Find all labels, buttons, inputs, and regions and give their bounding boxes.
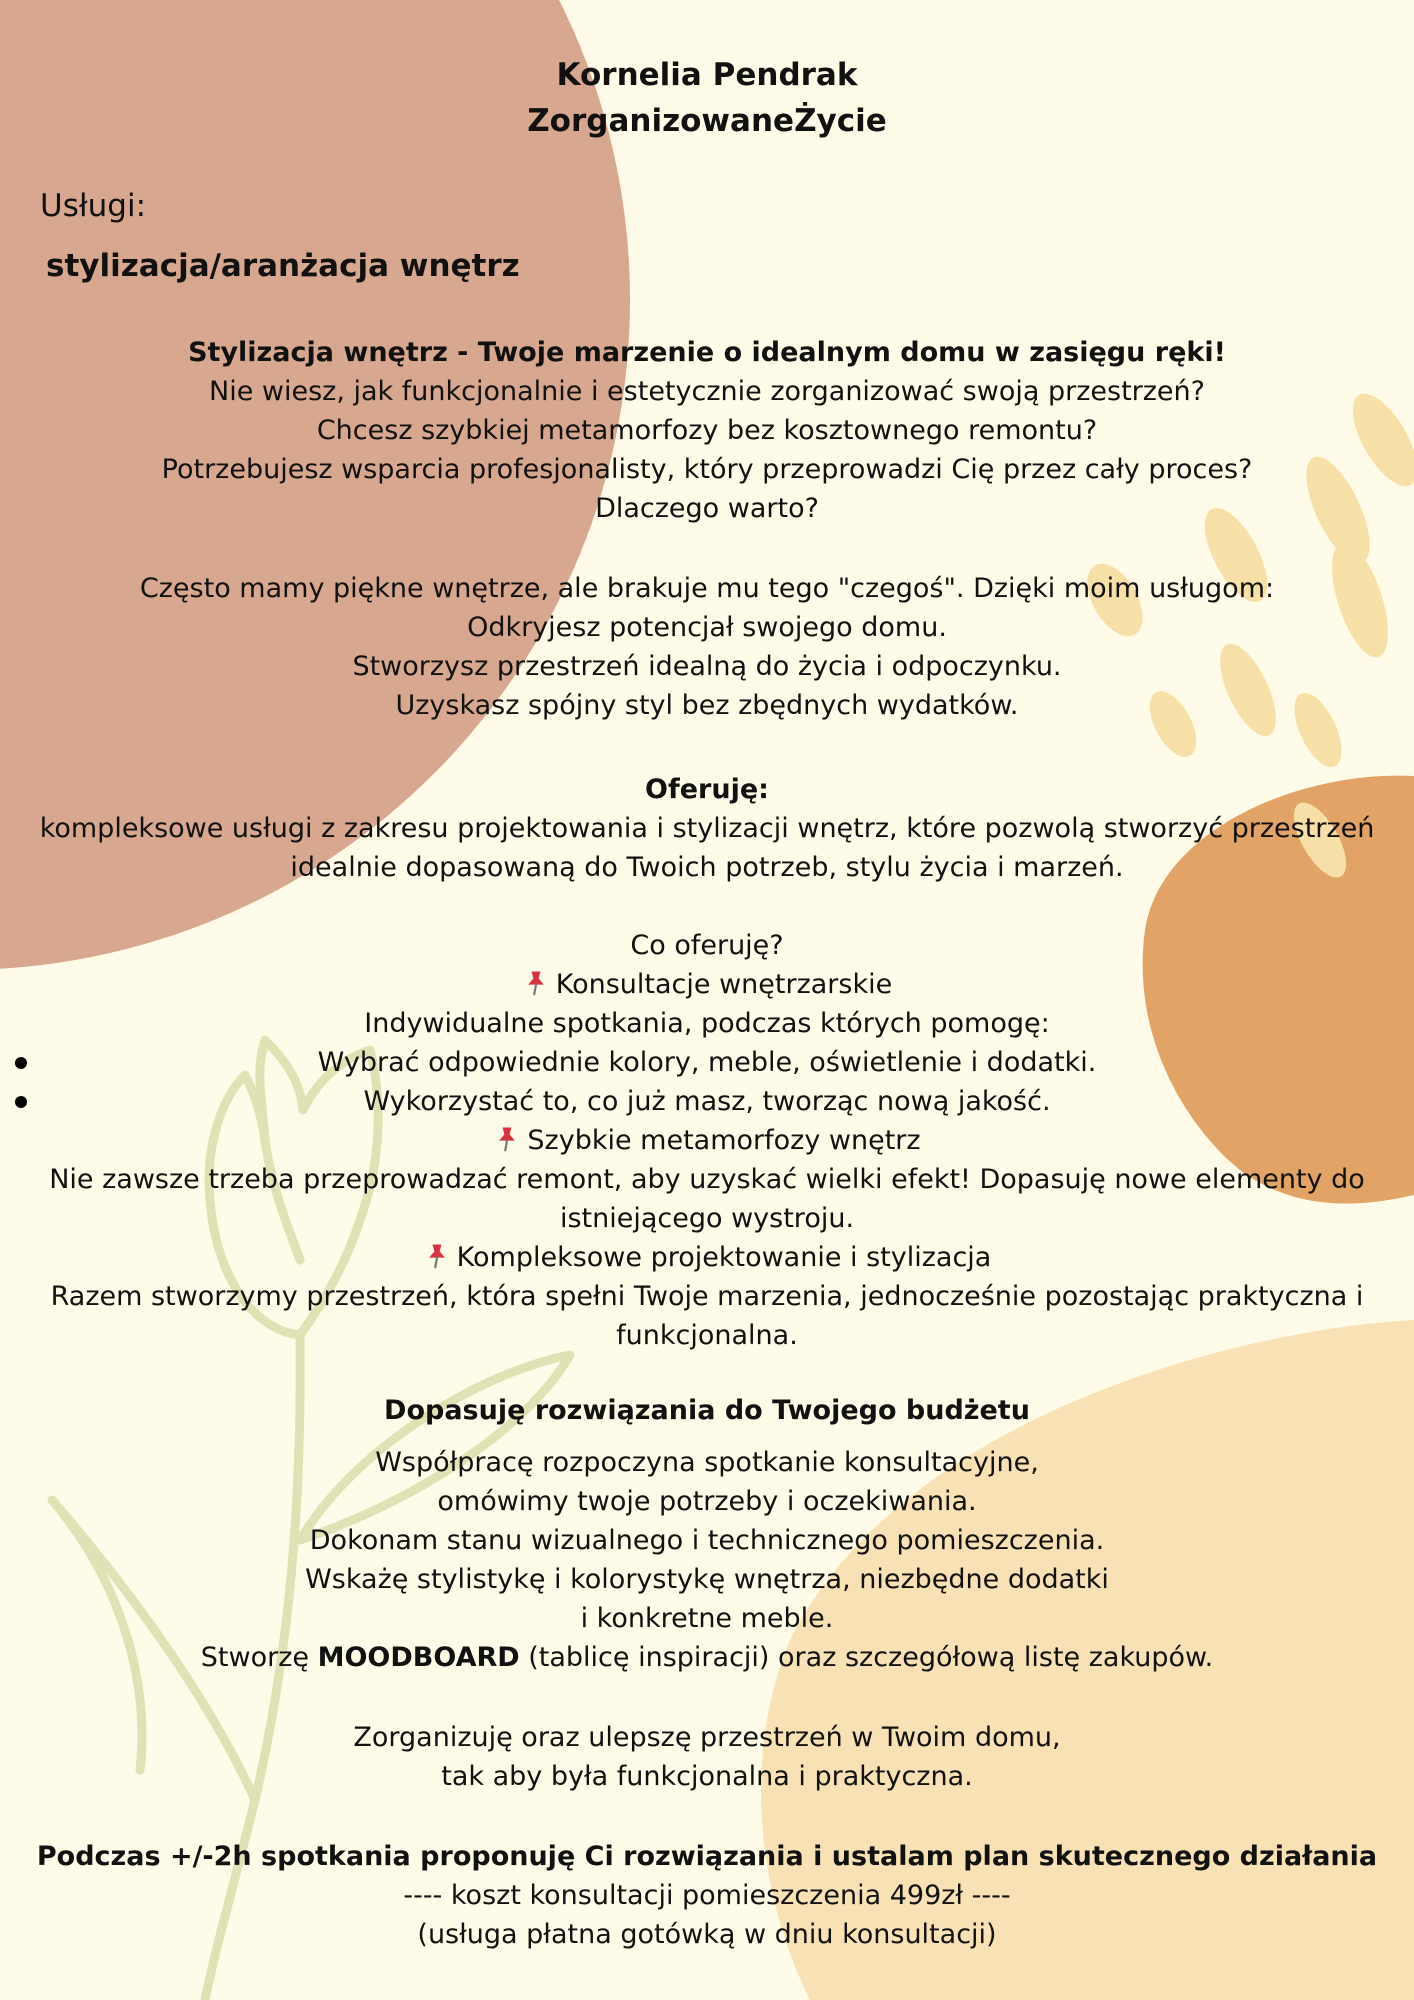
organize-line: tak aby była funkcjonalna i praktyczna. — [441, 1761, 973, 1792]
offer-bullet-item: Wykorzystać to, co już masz, tworząc nową jakość. — [363, 1086, 1051, 1117]
budget-line: Wskażę stylistykę i kolorystykę wnętrza, niezbędne dodatki — [305, 1564, 1109, 1595]
moodboard-suffix: (tablicę inspiracji) oraz szczegółową listę zakupów. — [519, 1642, 1214, 1673]
offer-heading: Oferuję: — [645, 774, 769, 805]
budget-line: omówimy twoje potrzeby i oczekiwania. — [437, 1486, 977, 1517]
offer-item-consultations — [0, 965, 1414, 1004]
offer-line: kompleksowe usługi z zakresu projektowania i stylizacji wnętrz, które pozwolą stworzyć przestrzeń — [39, 813, 1375, 844]
offer-item-title: Szybkie metamorfozy wnętrz — [527, 1125, 921, 1156]
intro-line: Dlaczego warto? — [595, 493, 819, 524]
offer-item-description: Razem stworzymy przestrzeń, która spełni Twoje marzenia, jednocześnie pozostając praktyczna i — [50, 1281, 1364, 1312]
offer-item-title: Konsultacje wnętrzarskie — [555, 969, 893, 1000]
budget-line: i konkretne meble. — [580, 1603, 834, 1634]
pushpin-icon — [522, 968, 550, 996]
offer-line: idealnie dopasowaną do Twoich potrzeb, stylu życia i marzeń. — [290, 852, 1124, 883]
offer-bullet-item: Wybrać odpowiednie kolory, meble, oświetlenie i dodatki. — [317, 1047, 1097, 1078]
benefits-line: Stworzysz przestrzeń idealną do życia i odpoczynku. — [352, 651, 1062, 682]
budget-heading: Dopasuję rozwiązania do Twojego budżetu — [384, 1395, 1030, 1426]
offer-item-description: Indywidualne spotkania, podczas których pomogę: — [364, 1008, 1050, 1039]
budget-line: Współpracę rozpoczyna spotkanie konsultacyjne, — [375, 1447, 1039, 1478]
pricing-cost: ---- koszt konsultacji pomieszczenia 499zł ---- — [403, 1880, 1011, 1911]
intro-line: Chcesz szybkiej metamorfozy bez kosztownego remontu? — [316, 415, 1098, 446]
moodboard-line — [0, 1638, 1414, 1677]
intro-headline: Stylizacja wnętrz - Twoje marzenie o idealnym domu w zasięgu ręki! — [188, 337, 1226, 368]
pricing-headline: Podczas +/-2h spotkania proponuję Ci rozwiązania i ustalam plan skutecznego działania — [36, 1841, 1378, 1872]
offer-question: Co oferuję? — [630, 930, 784, 961]
offer-item-design — [0, 1238, 1414, 1277]
intro-line: Potrzebujesz wsparcia profesjonalisty, który przeprowadzi Cię przez cały proces? — [161, 454, 1253, 485]
pushpin-icon — [423, 1241, 451, 1269]
offer-item-description: funkcjonalna. — [616, 1320, 798, 1351]
intro-line: Nie wiesz, jak funkcjonalnie i estetycznie zorganizować swoją przestrzeń? — [209, 376, 1205, 407]
benefits-line: Często mamy piękne wnętrze, ale brakuje mu tego "czegoś". Dzięki moim usługom: — [139, 573, 1275, 604]
author-name: Kornelia Pendrak — [556, 57, 858, 93]
offer-item-metamorphosis — [0, 1121, 1414, 1160]
moodboard-bold: MOODBOARD — [317, 1642, 520, 1673]
offer-item-title: Kompleksowe projektowanie i stylizacja — [456, 1242, 992, 1273]
offer-item-description: Nie zawsze trzeba przeprowadzać remont, aby uzyskać wielki efekt! Dopasuję nowe elementy do — [49, 1164, 1365, 1195]
offer-item-description: istniejącego wystroju. — [559, 1203, 855, 1234]
brand-name: ZorganizowaneŻycie — [527, 103, 887, 139]
pushpin-icon — [493, 1124, 521, 1152]
benefits-line: Uzyskasz spójny styl bez zbędnych wydatków. — [395, 690, 1019, 721]
services-label: Usługi: — [40, 188, 147, 224]
moodboard-prefix: Stworzę — [200, 1642, 318, 1673]
service-name: stylizacja/aranżacja wnętrz — [46, 248, 520, 284]
budget-line: Dokonam stanu wizualnego i technicznego pomieszczenia. — [309, 1525, 1105, 1556]
organize-line: Zorganizuję oraz ulepszę przestrzeń w Twoim domu, — [353, 1722, 1061, 1753]
benefits-line: Odkryjesz potencjał swojego domu. — [467, 612, 947, 643]
pricing-payment: (usługa płatna gotówką w dniu konsultacji) — [417, 1919, 997, 1950]
